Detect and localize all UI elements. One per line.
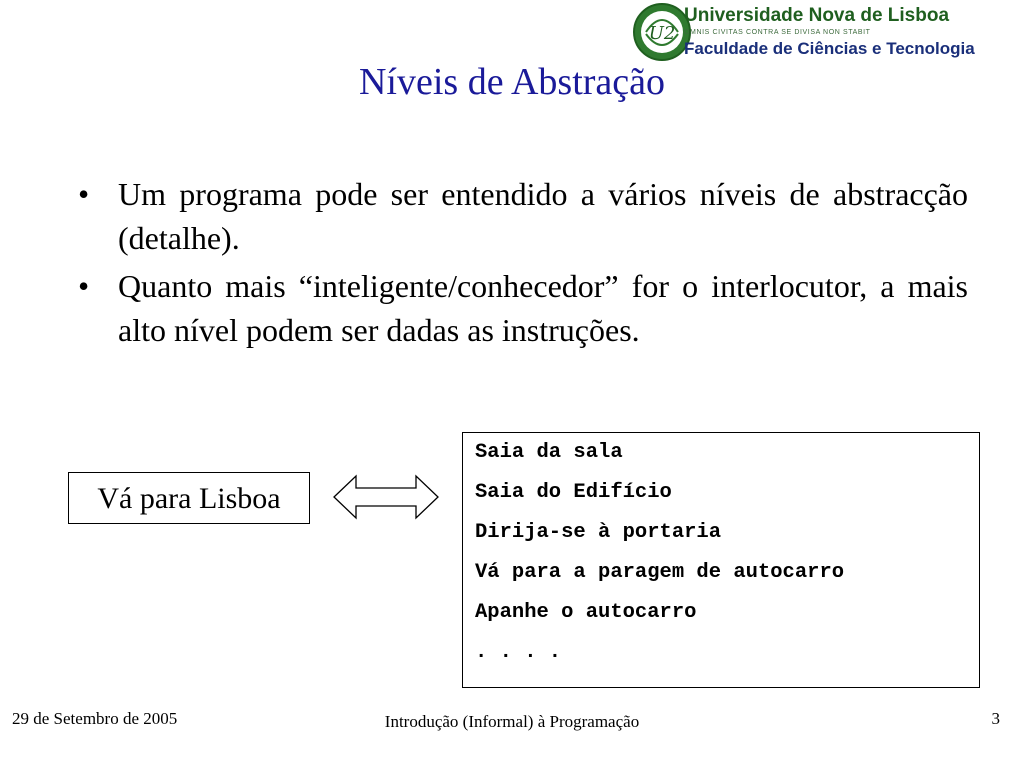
bullet-item [78, 172, 968, 260]
university-motto: OMNIS CIVITAS CONTRA SE DIVISA NON STABIT [684, 29, 871, 36]
emblem-text: U2 [648, 23, 676, 44]
bullet-item [78, 264, 968, 352]
step-line: Dirija-se à portaria [475, 521, 722, 544]
page-number: 3 [991, 709, 1000, 728]
step-line: Saia do Edifício [475, 481, 672, 504]
double-arrow-icon [332, 474, 440, 520]
step-line: Vá para a paragem de autocarro [475, 561, 845, 584]
footer-course-title: Introdução (Informal) à Programação [384, 712, 640, 731]
footer-date: 29 de Setembro de 2005 [12, 709, 178, 728]
step-line-ellipsis: . . . . [475, 641, 562, 664]
detailed-steps-box [462, 432, 980, 688]
bullet-text: Quanto mais “inteligente/conhecedor” for o interlocutor, a mais alto nível podem ser dadas as instruções. [118, 268, 968, 348]
bullet-list [78, 172, 968, 356]
bullet-mark: • [78, 176, 90, 212]
logo-text [684, 4, 1020, 61]
high-level-instruction-box: Vá para Lisboa [68, 472, 310, 524]
faculty-name: Faculdade de Ciências e Tecnologia [684, 39, 975, 58]
bullet-text: Um programa pode ser entendido a vários níveis de abstracção (detalhe). [118, 176, 968, 256]
university-emblem-icon [632, 2, 692, 62]
bullet-mark: • [78, 268, 90, 304]
slide-title: Níveis de Abstração [358, 61, 666, 103]
step-line: Saia da sala [475, 441, 623, 464]
university-logo [632, 2, 1020, 64]
university-name: Universidade Nova de Lisboa [684, 5, 950, 26]
step-line: Apanhe o autocarro [475, 601, 697, 624]
